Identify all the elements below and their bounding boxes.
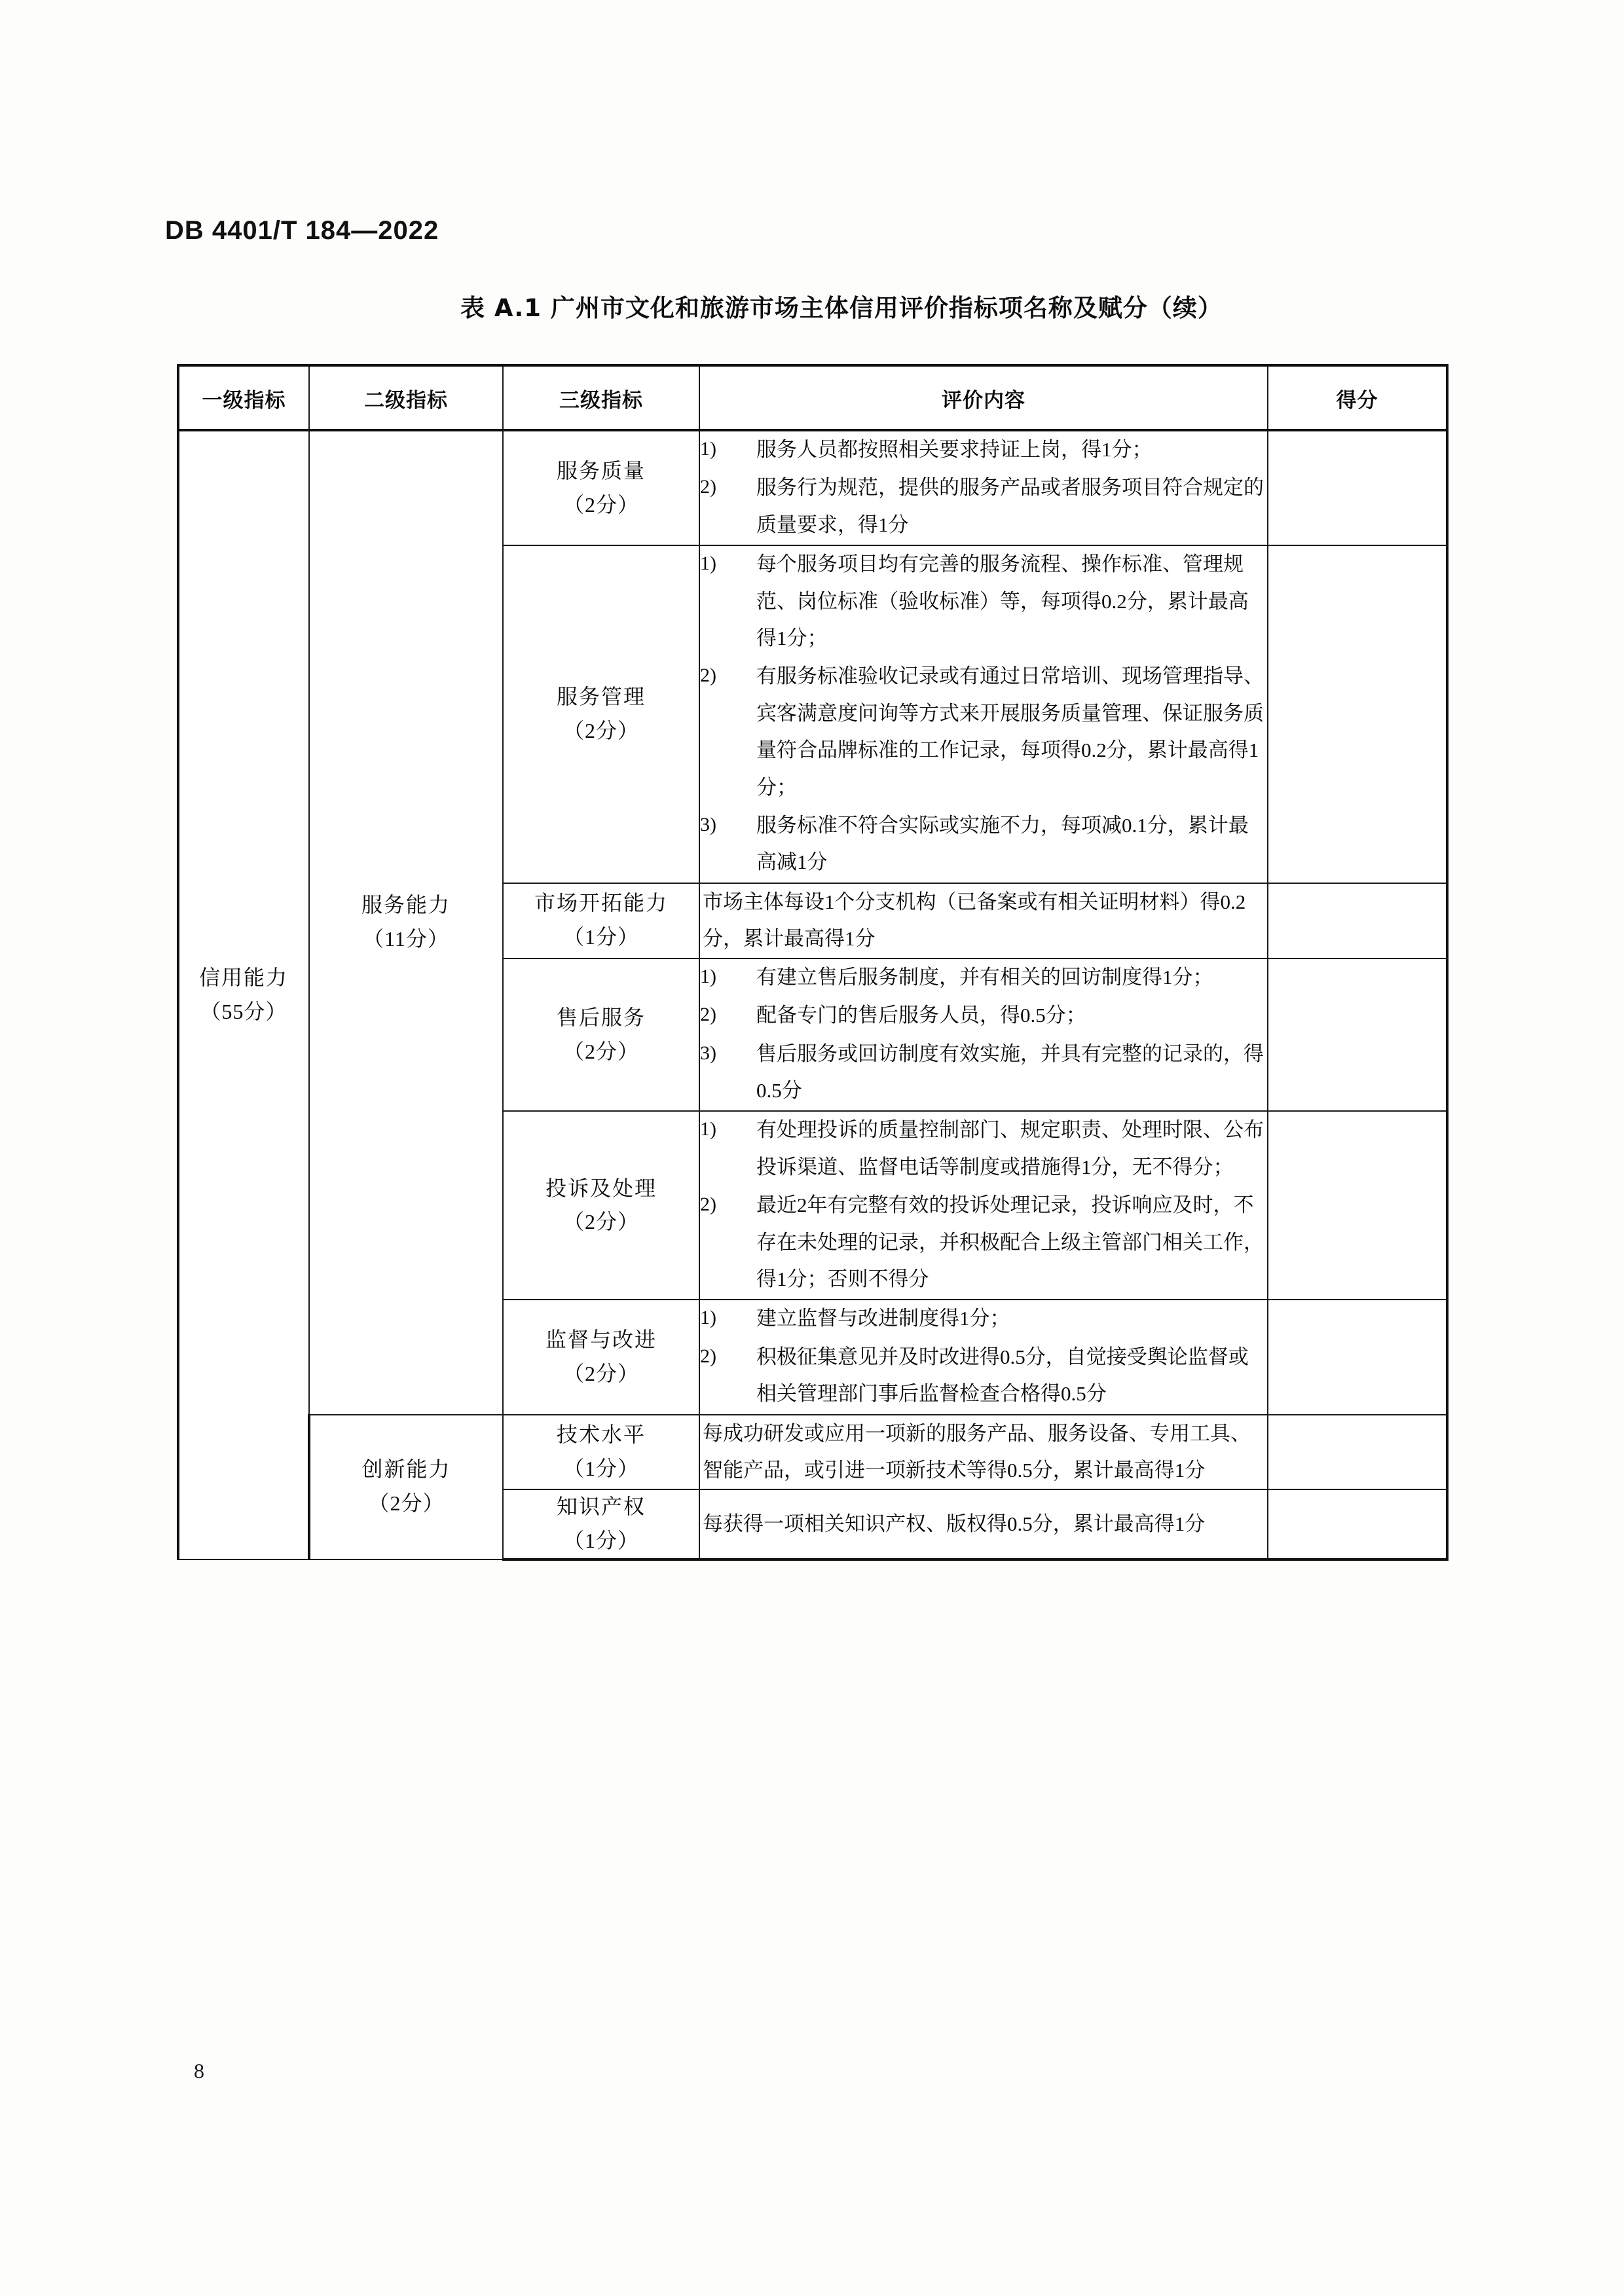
cell-level2-innovation-capability: 创新能力 （2分） xyxy=(309,1415,503,1559)
criteria-item: 2) 最近2年有完整有效的投诉处理记录，投诉响应及时，不存在未处理的记录，并积极配合上级主管部门相关工作，得1分；否则不得分 xyxy=(700,1194,1264,1290)
cell-content-market-development: 市场主体每设1个分支机构（已备案或有相关证明材料）得0.2分，累计最高得1分 xyxy=(699,883,1268,958)
cell-score[interactable] xyxy=(1268,545,1447,883)
column-header-content: 评价内容 xyxy=(699,365,1268,430)
cell-score[interactable] xyxy=(1268,1111,1447,1300)
cell-level3-after-sales-service: 售后服务 （2分） xyxy=(503,958,699,1112)
cell-score[interactable] xyxy=(1268,1415,1447,1490)
cell-content-after-sales-service xyxy=(699,958,1268,1112)
cell-score[interactable] xyxy=(1268,430,1447,545)
criteria-item: 3) 服务标准不符合实际或实施不力，每项减0.1分，累计最高减1分 xyxy=(700,814,1249,874)
cell-level3-market-development: 市场开拓能力 （1分） xyxy=(503,883,699,958)
criteria-item: 2) 积极征集意见并及时改进得0.5分，自觉接受舆论监督或相关管理部门事后监督检查合格得0.5分 xyxy=(700,1345,1249,1406)
page-number: 8 xyxy=(194,2059,204,2083)
cell-content-intellectual-property: 每获得一项相关知识产权、版权得0.5分，累计最高得1分 xyxy=(699,1489,1268,1559)
criteria-item: 1) 建立监督与改进制度得1分； xyxy=(700,1307,1010,1330)
table-header-row xyxy=(178,365,1447,430)
cell-score[interactable] xyxy=(1268,958,1447,1112)
table-caption: 表 A.1 广州市文化和旅游市场主体信用评价指标项名称及赋分（续） xyxy=(460,294,1223,322)
criteria-list xyxy=(700,546,1267,881)
criteria-item: 1) 有处理投诉的质量控制部门、规定职责、处理时限、公布投诉渠道、监督电话等制度或措施得1分，无不得分； xyxy=(700,1118,1264,1178)
criteria-item: 2) 配备专门的售后服务人员，得0.5分； xyxy=(700,1004,1086,1027)
table-body xyxy=(178,430,1447,1559)
criteria-list xyxy=(700,1112,1267,1298)
table-row xyxy=(178,1415,1447,1490)
criteria-list xyxy=(700,431,1267,543)
criteria-item: 1) 有建立售后服务制度，并有相关的回访制度得1分； xyxy=(700,965,1213,989)
indicator-table xyxy=(177,364,1449,1561)
column-header-level3: 三级指标 xyxy=(503,365,699,430)
running-header: DB 4401/T 184—2022 xyxy=(165,216,439,245)
cell-level3-complaint-handling: 投诉及处理 （2分） xyxy=(503,1111,699,1300)
cell-level3-service-management: 服务管理 （2分） xyxy=(503,545,699,883)
column-header-level1: 一级指标 xyxy=(178,365,309,430)
criteria-item: 1) 每个服务项目均有完善的服务流程、操作标准、管理规范、岗位标准（验收标准）等，每项得0.2分，累计最高得1分； xyxy=(700,553,1249,650)
table-row xyxy=(178,430,1447,545)
cell-content-technical-level: 每成功研发或应用一项新的服务产品、服务设备、专用工具、 智能产品，或引进一项新技术等得0.5分，累计最高得1分 xyxy=(699,1415,1268,1490)
cell-level3-supervision-improvement: 监督与改进 （2分） xyxy=(503,1300,699,1414)
cell-content-service-management xyxy=(699,545,1268,883)
criteria-item: 2) 有服务标准验收记录或有通过日常培训、现场管理指导、宾客满意度问询等方式来开展服务质量管理、保证服务质量符合品牌标准的工作记录，每项得0.2分，累计最高得1分； xyxy=(700,665,1264,799)
cell-level3-intellectual-property: 知识产权 （1分） xyxy=(503,1489,699,1559)
cell-content-service-quality xyxy=(699,430,1268,545)
cell-score[interactable] xyxy=(1268,1489,1447,1559)
criteria-list xyxy=(700,1300,1267,1412)
cell-score[interactable] xyxy=(1268,883,1447,958)
criteria-item: 2) 服务行为规范，提供的服务产品或者服务项目符合规定的质量要求，得1分 xyxy=(700,476,1264,536)
cell-level2-service-capability: 服务能力 （11分） xyxy=(309,430,503,1415)
cell-level3-service-quality: 服务质量 （2分） xyxy=(503,430,699,545)
column-header-score: 得分 xyxy=(1268,365,1447,430)
cell-level3-technical-level: 技术水平 （1分） xyxy=(503,1415,699,1490)
cell-content-supervision-improvement xyxy=(699,1300,1268,1414)
cell-level1-credit-capability: 信用能力 （55分） xyxy=(178,430,309,1559)
criteria-item: 3) 售后服务或回访制度有效实施，并具有完整的记录的，得0.5分 xyxy=(700,1042,1264,1102)
indicator-table-wrapper xyxy=(177,364,1446,1561)
cell-score[interactable] xyxy=(1268,1300,1447,1414)
cell-content-complaint-handling xyxy=(699,1111,1268,1300)
criteria-item: 1) 服务人员都按照相关要求持证上岗，得1分； xyxy=(700,438,1153,461)
criteria-list xyxy=(700,959,1267,1110)
column-header-level2: 二级指标 xyxy=(309,365,503,430)
